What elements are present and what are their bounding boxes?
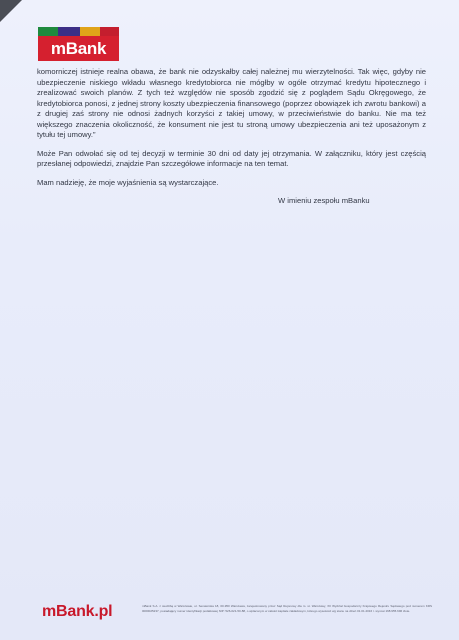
folded-corner-shadow [0, 0, 22, 22]
letter-body [37, 67, 426, 207]
signature-line: W imieniu zespołu mBanku [278, 196, 370, 205]
footer-logo: mBank.pl [42, 603, 113, 620]
mbank-logo [38, 27, 119, 61]
logo-stripe-green [38, 27, 58, 36]
logo-text: mBank [50, 39, 107, 58]
logo-stripe-red [100, 27, 119, 36]
paragraph-3: Mam nadzieję, że moje wyjaśnienia są wystarczające. [37, 177, 219, 187]
paragraph-2: Może Pan odwołać się od tej decyzji w terminie 30 dni od daty jej otrzymania. W załączniku, który jest częścią przesłanej odpowiedzi, znajdzie Pan szczegółowe informacje na ten temat. [37, 148, 426, 168]
logo-stripe-purple [58, 27, 80, 36]
logo-stripe-yellow [80, 27, 100, 36]
paragraph-1: komorniczej istnieje realna obawa, że bank nie odzyskałby całej należnej mu wierzytelności. Tak więc, gdyby nie ubezpieczenie niskiego wkładu własnego kredytobiorca nie mógłby w ogóle otrzymać kredytu hipotecznego i zrealizować swoich planów. Z tych też względów nie sposób zgodzić się z poglądem Sądu Okręgowego, że kredytobiorca ponosi, z jednej strony koszty ubezpieczenia finansowego (poprzez obowiązek ich zwrotu bankowi) a z drugiej zaś strony nie odnosi żadnych korzyści z takiej umowy, w przeciwieństwie do banku. Nie ma też większego znaczenia okoliczność, że konsument nie jest tu stroną umowy ubezpieczenia ani też uposażonym z tytułu tej umowy.” [37, 67, 426, 139]
footer-legal-text: mBank S.A. z siedzibą w Warszawie, ul. Senatorska 18, 00-950 Warszawa, zarejestrowany przez Sąd Rejonowy dla m. st. Warszawy, XII Wydział Gospodarczy Krajowego Rejestru Sądowego pod numerem KRS 0000025237, posiadający numer identyfikacji podatkowej NIP: 526-021-50-88, o wpłaconym w całości kapitale zakładowym, którego wysokość wg stanu na dzień 01.01.2016 r. wynosi 168.955.696 złote. [142, 604, 432, 613]
